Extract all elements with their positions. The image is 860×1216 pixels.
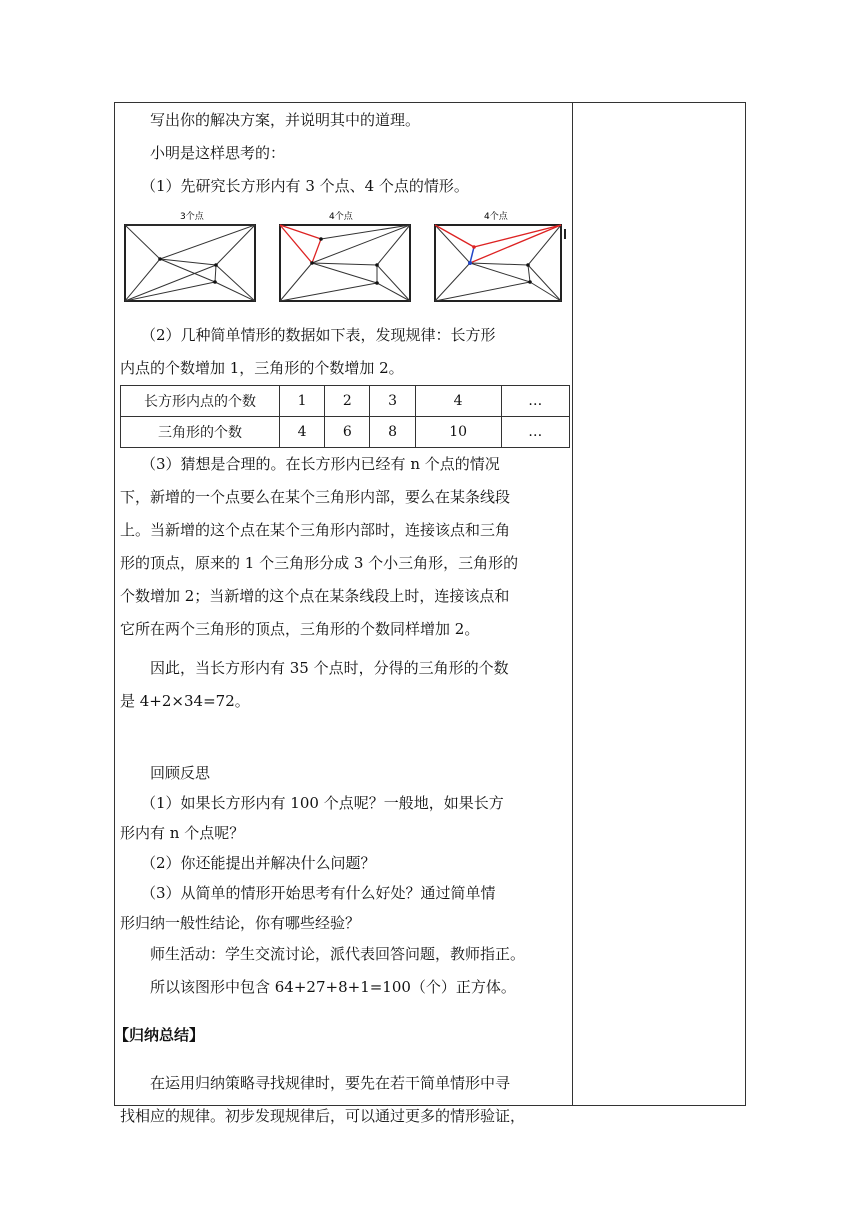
step-3-line4: 形的顶点，原来的 1 个三角形分成 3 个小三角形，三角形的 (120, 554, 519, 572)
figure-label: 4个点 (329, 212, 353, 222)
figure-3-points (120, 207, 258, 307)
summary-line2: 找相应的规律。初步发现规律后，可以通过更多的情形验证， (120, 1107, 526, 1125)
table-row (121, 417, 570, 448)
step-3-line5: 个数增加 2；当新增的这个点在某条线段上时，连接该点和 (120, 587, 510, 605)
review-q3-line1: （3）从简单的情形开始思考有什么好处？通过简单情 (141, 884, 496, 902)
teacher-student-activity: 师生活动：学生交流讨论，派代表回答问题，教师指正。 (150, 945, 526, 963)
instruction-text: 写出你的解决方案，并说明其中的道理。 (150, 111, 421, 129)
table-cell: 1 (280, 386, 325, 417)
result-line2: 是 4+2×34=72。 (120, 692, 250, 710)
result-line1: 因此，当长方形内有 35 个点时，分得的三角形的个数 (150, 659, 509, 677)
table-cell: 4 (415, 386, 501, 417)
step-3-line2: 下，新增的一个点要么在某个三角形内部，要么在某条线段 (120, 488, 511, 506)
table-cell: … (501, 386, 569, 417)
table-row (121, 386, 570, 417)
figure-label: 3个点 (180, 212, 204, 222)
summary-line1: 在运用归纳策略寻找规律时，要先在若干简单情形中寻 (150, 1074, 511, 1092)
step-3-line3: 上。当新增的这个点在某个三角形内部时，连接该点和三角 (120, 521, 511, 539)
table-cell: … (501, 417, 569, 448)
step-2-line1: （2）几种简单情形的数据如下表，发现规律：长方形 (141, 326, 496, 344)
step-3-line6: 它所在两个三角形的顶点，三角形的个数同样增加 2。 (120, 620, 480, 638)
lesson-content (114, 104, 568, 1133)
column-divider (572, 102, 573, 1106)
table-cell: 6 (325, 417, 370, 448)
review-q1-line2: 形内有 n 个点呢？ (120, 824, 245, 842)
review-title: 回顾反思 (150, 764, 211, 782)
step-3-line1: （3）猜想是合理的。在长方形内已经有 n 个点的情况 (141, 455, 500, 473)
figure-4-points-b (430, 207, 568, 307)
table-header-cell: 三角形的个数 (121, 417, 280, 448)
table-cell: 3 (370, 386, 415, 417)
summary-heading: 【归纳总结】 (114, 1026, 205, 1044)
step-2-line2: 内点的个数增加 1，三角形的个数增加 2。 (120, 359, 404, 377)
table-cell: 10 (415, 417, 501, 448)
review-q3-line2: 形归纳一般性结论，你有哪些经验？ (120, 914, 361, 932)
figure-label: 4个点 (484, 212, 508, 222)
triangulation-figures (120, 207, 568, 307)
table-header-cell: 长方形内点的个数 (121, 386, 280, 417)
step-1: （1）先研究长方形内有 3 个点、4 个点的情形。 (141, 177, 469, 195)
data-table (120, 385, 570, 448)
review-q2: （2）你还能提出并解决什么问题？ (141, 854, 376, 872)
xiaoming-thinking: 小明是这样思考的： (150, 144, 286, 162)
review-q1-line1: （1）如果长方形内有 100 个点呢？一般地，如果长方 (141, 794, 504, 812)
table-cell: 8 (370, 417, 415, 448)
figure-4-points-a (275, 207, 413, 307)
cube-count-conclusion: 所以该图形中包含 64+27+8+1=100（个）正方体。 (150, 978, 516, 996)
table-cell: 4 (280, 417, 325, 448)
table-cell: 2 (325, 386, 370, 417)
